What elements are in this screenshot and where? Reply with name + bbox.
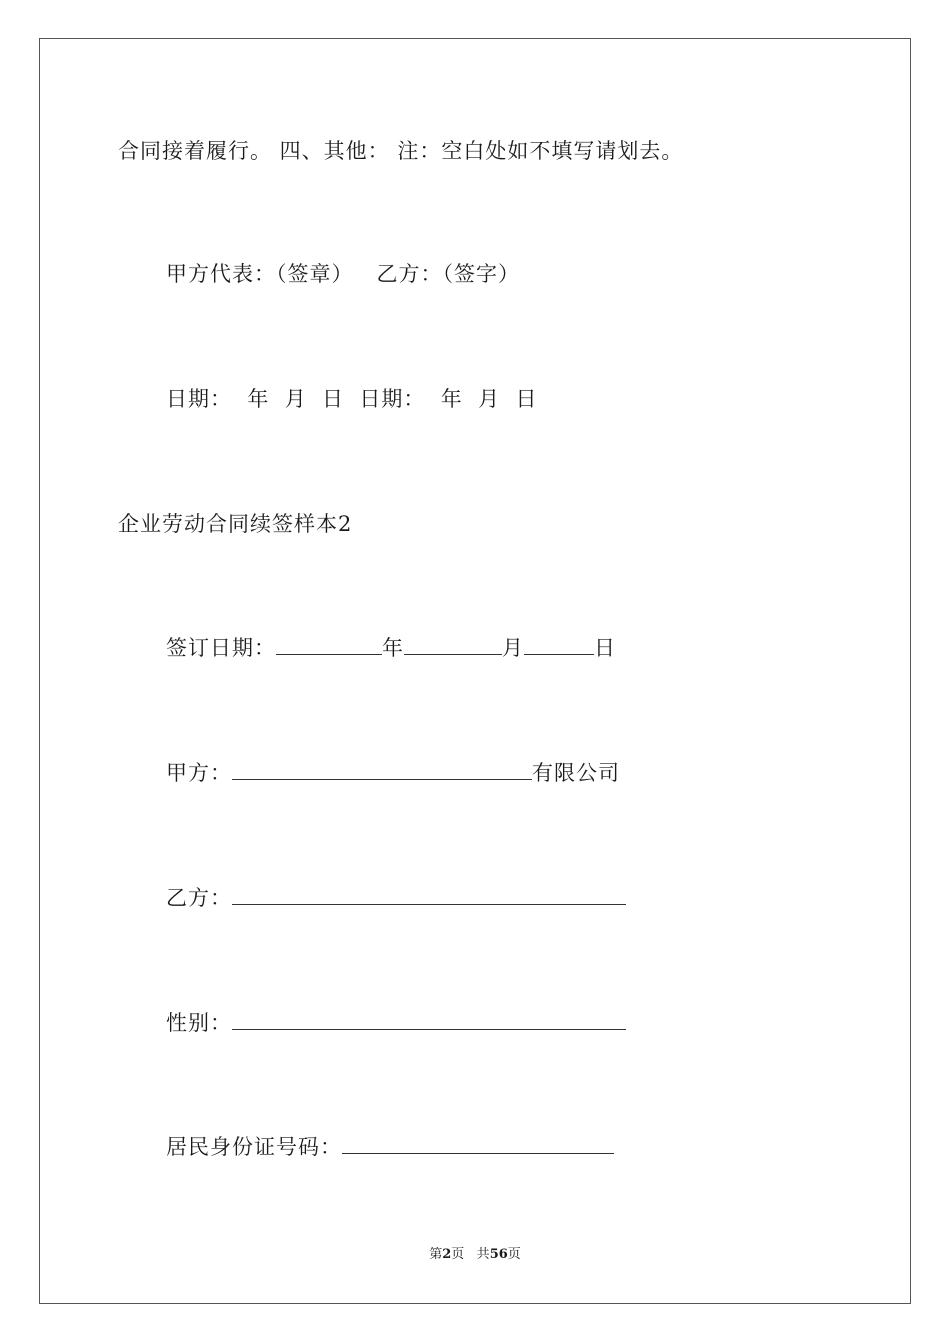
party-a-field (166, 759, 620, 787)
party-a-suffix: 有限公司 (532, 761, 620, 785)
clause-text: 合同接着履行。 四、其他： 注：空白处如不填写请划去。 (118, 139, 684, 163)
id-number-label: 居民身份证号码： (166, 1135, 342, 1159)
gender-label: 性别： (166, 1011, 232, 1035)
gender-blank (232, 1009, 626, 1030)
footer-total-unit: 页 (507, 1247, 521, 1262)
party-b-blank (232, 884, 626, 905)
date-line: 日期： 年 月 日 日期： 年 月 日 (166, 387, 538, 411)
id-number-blank (342, 1133, 614, 1154)
footer-prefix: 第 (429, 1247, 443, 1262)
page-number: 2 (442, 1247, 452, 1262)
party-b-label: 乙方： (166, 886, 232, 910)
party-a-label: 甲方： (166, 761, 232, 785)
year-label: 年 (382, 636, 404, 660)
page-frame (39, 38, 911, 1304)
page-footer (0, 1246, 950, 1264)
section-title: 企业劳动合同续签样本2 (118, 512, 353, 536)
gender-field (166, 1009, 626, 1037)
year-blank (276, 634, 382, 655)
party-a-blank (232, 759, 532, 780)
sign-date-label: 签订日期： (166, 636, 276, 660)
signature-line: 甲方代表：（签章） 乙方：（签字） (166, 262, 521, 286)
footer-page-unit: 页 (451, 1247, 465, 1262)
footer-total-prefix: 共 (476, 1247, 490, 1262)
month-blank (404, 634, 502, 655)
total-pages: 56 (489, 1247, 508, 1262)
day-label: 日 (594, 636, 616, 660)
month-label: 月 (502, 636, 524, 660)
id-number-field (166, 1133, 614, 1161)
party-b-field (166, 884, 626, 912)
sign-date-field (166, 634, 616, 662)
day-blank (524, 634, 594, 655)
